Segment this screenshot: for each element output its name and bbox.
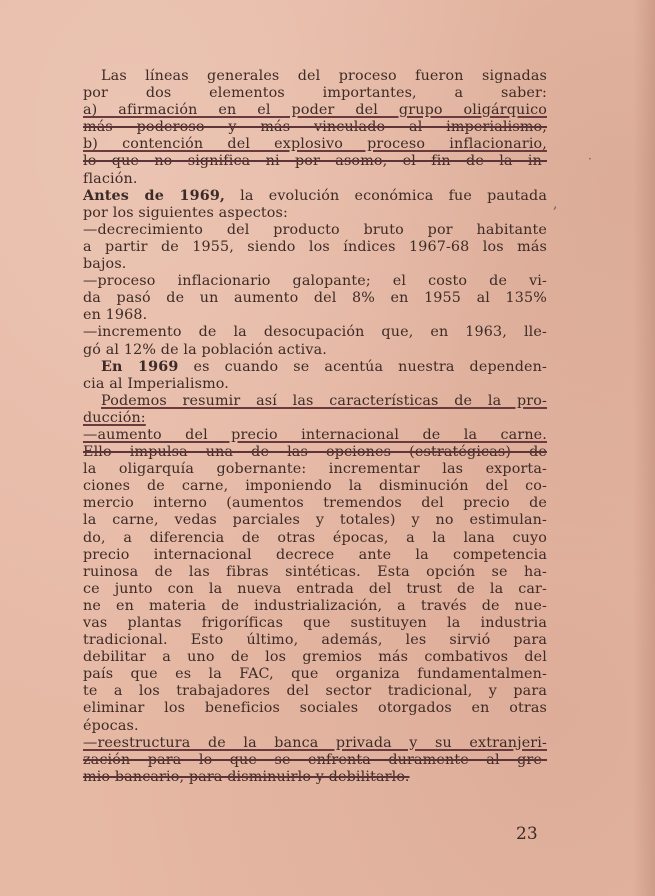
line-text: país que es la FAC, que organiza fundamentalmen- [83,666,547,683]
text-line [83,273,547,290]
text-line [83,461,547,478]
page-edge-shadow [633,0,655,896]
text-line [83,307,547,324]
text-line [83,752,547,769]
line-text: por los siguientes aspectos: [83,204,288,221]
text-line [83,393,547,410]
text-line [83,290,547,307]
line-text: a partir de 1955, siendo los índices 1967-68 los más [83,238,547,255]
line-text: zación para lo que se enfrenta duramente al gre- [83,751,547,768]
text-line [83,444,547,461]
text-line [83,102,547,119]
line-text: —decrecimiento del producto bruto por habitante [83,221,547,238]
line-text: Podemos resumir así las características de la pro- [101,392,547,409]
line-text: flación. [83,170,138,187]
bold-lead: En 1969 [101,358,179,375]
text-line [83,136,547,153]
line-text: debilitar a uno de los gremios más combativos del [83,649,547,666]
text-line [83,598,547,615]
line-text: lo que no significa ni por asomo, el fin de la in- [83,153,547,170]
line-text: la evolución económica fue pautada [225,187,547,204]
text-line [83,495,547,512]
page-number: 23 [516,824,538,844]
text-line [83,68,547,85]
line-text: por dos elementos importantes, a saber: [83,85,547,102]
text-line [83,478,547,495]
line-text: en 1968. [83,307,148,324]
line-text: —aumento del precio internacional de la carne. [83,426,547,443]
line-text: la oligarquía gobernante: incrementar las exporta- [83,461,547,478]
line-text: b) contención del explosivo proceso inflacionario, [83,136,547,153]
line-text: ne en materia de industrialización, a través de nue- [83,597,547,614]
line-text: gó al 12% de la población activa. [83,341,327,358]
line-text: cia al Imperialismo. [83,375,229,392]
text-line [83,359,547,376]
line-text: ducción: [83,409,146,426]
text-line [83,85,547,102]
text-line [83,632,547,649]
text-line [83,427,547,444]
line-text: —reestructura de la banca privada y su extranjeri- [83,734,547,751]
text-line [83,342,547,359]
text-line [83,683,547,700]
text-line [83,188,547,205]
text-line [83,410,547,427]
text-line [83,581,547,598]
line-text: vas plantas frigoríficas que sustituyen la industria [83,615,547,631]
line-text: precio internacional decrece ante la competencia [83,546,547,563]
line-text: eliminar los beneficios sociales otorgados en otras [83,700,547,717]
bold-lead: Antes de 1969, [83,187,226,204]
text-line [83,649,547,666]
text-line [83,256,547,273]
line-text: mercio interno (aumentos tremendos del precio de [83,495,547,512]
text-line [83,666,547,683]
text-line [83,769,547,786]
line-text: bajos. [83,256,127,273]
line-text: Ello impulsa una de las opciones (estratégicas) de [83,444,547,461]
line-text: más poderoso y más vinculado al imperialismo, [83,119,547,136]
text-line [83,171,547,188]
line-text: tradicional. Esto último, además, les sirvió para [83,632,547,649]
line-text: ce junto con la nueva entrada del trust de la car- [83,580,547,597]
text-line [83,700,547,717]
text-line [83,205,547,222]
text-line [83,324,547,341]
text-line [83,530,547,547]
line-text: la carne, vedas parciales y totales) y no estimulan- [83,512,547,529]
text-line [83,718,547,735]
line-text: ciones de carne, imponiendo la disminución del co- [83,478,547,495]
line-text: mio bancario, para disminuirlo y debilitarlo. [83,768,410,785]
line-text: Las líneas generales del proceso fueron signadas [101,68,547,84]
line-text: a) afirmación en el poder del grupo oligárquico [83,102,547,119]
line-text: da pasó de un aumento del 8% en 1955 al 135% [83,290,547,307]
line-text: es cuando se acentúa nuestra dependen- [178,358,547,375]
text-line [83,376,547,393]
line-text: épocas. [83,717,139,734]
text-line [83,239,547,256]
margin-speck: · [588,152,592,166]
text-line [83,547,547,564]
text-line [83,153,547,170]
text-line [83,735,547,752]
margin-tick: , [553,196,558,212]
line-text: do, a diferencia de otras épocas, a la lana cuyo [83,529,547,546]
line-text: —proceso inflacionario galopante; el costo de vi- [83,273,547,290]
line-text: —incremento de la desocupación que, en 1963, lle- [83,324,547,341]
line-text: ruinosa de las fibras sintéticas. Esta opción se ha- [83,563,547,580]
body-text [83,68,547,786]
text-line [83,615,547,632]
text-line [83,119,547,136]
text-line [83,222,547,239]
text-line [83,512,547,529]
text-line [83,564,547,581]
line-text: te a los trabajadores del sector tradicional, y para [83,683,547,700]
